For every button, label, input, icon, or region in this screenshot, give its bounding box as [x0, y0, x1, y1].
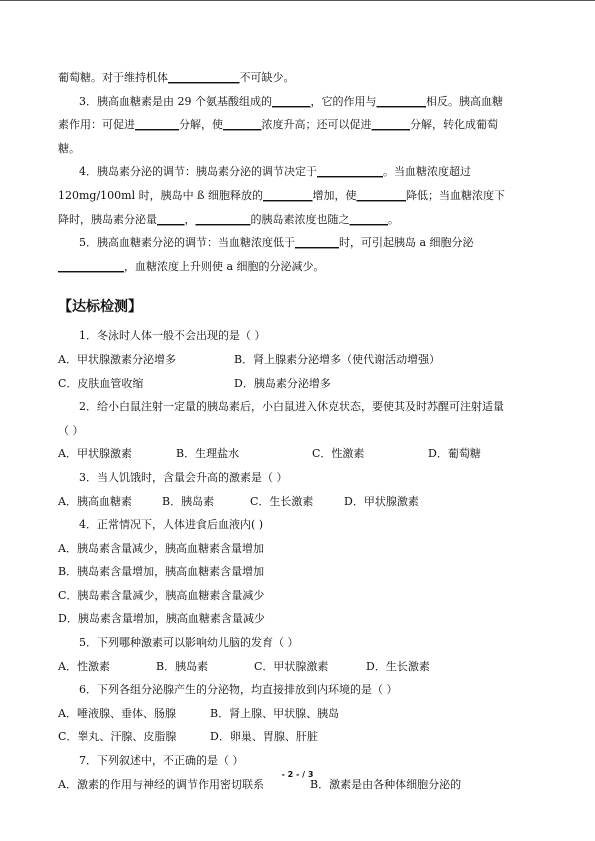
text: 浓度升高；还可以促进	[261, 118, 372, 132]
answer-option[interactable]: C．皮肤血管收缩	[58, 376, 144, 390]
text: 的胰岛素浓度也随之	[250, 212, 350, 226]
fill-line	[58, 90, 550, 114]
question-stem: 4．正常情况下，人体进食后血液内( )	[79, 518, 264, 532]
answer-option[interactable]: A．甲状腺激素分泌增多	[58, 352, 176, 366]
top-border-rule	[0, 0, 595, 1]
answer-option[interactable]: B．激素是由各种体细胞分泌的	[310, 777, 462, 791]
answer-blank[interactable]: ________	[135, 118, 179, 132]
answer-option[interactable]: B．肾上腺素分泌增多（使代谢活动增强）	[234, 352, 441, 366]
answer-option[interactable]: C．睾丸、汗腺、皮脂腺	[58, 730, 177, 744]
answer-blank[interactable]: _______	[223, 118, 262, 132]
answer-option[interactable]: C．胰岛素含量减少，胰高血糖素含量减少	[58, 588, 265, 602]
text: ，它的作用与	[310, 94, 377, 108]
text: 降低；当血糖浓度下	[405, 188, 505, 202]
text: 时，可引起胰岛 a 细胞分泌	[339, 236, 474, 250]
fill-line	[58, 160, 550, 184]
text: 相反。胰高血糖	[426, 94, 503, 108]
options-row	[58, 490, 550, 514]
text: 不可缺少。	[239, 71, 295, 84]
text: 糖。	[58, 141, 80, 155]
answer-option[interactable]: B．胰岛素	[156, 659, 209, 673]
text: 素作用：可促进	[58, 118, 135, 132]
question-stem: 6．下列各组分泌腺产生的分泌物，均直接排放到内环境的是（ ）	[79, 683, 398, 697]
answer-blank[interactable]: _________	[376, 94, 426, 108]
text: 分解，转化成葡萄	[410, 118, 498, 132]
text: 降时，胰岛素分泌量	[58, 212, 157, 226]
answer-blank[interactable]: __________	[195, 212, 251, 226]
answer-blank[interactable]: ____________	[58, 259, 124, 273]
question-stem: 3．当人饥饿时，含量会升高的激素是（ ）	[79, 470, 288, 484]
answer-blank[interactable]: _________	[356, 188, 406, 202]
text: 120mg/100ml 时，胰岛中 ß 细胞释放的	[58, 188, 263, 202]
answer-option[interactable]: B．胰岛素含量增加，胰高血糖素含量增加	[58, 565, 265, 579]
page-number: - 2 - / 3	[281, 770, 314, 779]
question-stem: 1．冬泳时人体一般不会出现的是（ ）	[79, 329, 266, 343]
options-row	[58, 702, 550, 726]
options-row	[58, 655, 550, 679]
answer-option[interactable]: A．胰岛素含量减少，胰高血糖素含量增加	[58, 541, 264, 555]
answer-option[interactable]: D．卵巢、胃腺、肝脏	[210, 730, 318, 744]
text: 分解，使	[179, 118, 223, 132]
answer-blank[interactable]: _______	[349, 212, 388, 226]
question-stem-continued: （ ）	[58, 423, 84, 437]
answer-option[interactable]: A．甲状腺激素	[58, 447, 132, 461]
fill-line	[58, 231, 550, 255]
answer-option[interactable]: A．性激素	[58, 659, 110, 673]
answer-option[interactable]: D．胰岛素分泌增多	[234, 376, 331, 390]
text: 5．胰高血糖素分泌的调节：当血糖浓度低于	[79, 236, 295, 250]
answer-blank[interactable]: ____________	[317, 165, 383, 179]
answer-blank[interactable]: _____	[157, 212, 185, 226]
answer-blank[interactable]: ________	[295, 236, 339, 250]
answer-option[interactable]: A．胰高血糖素	[58, 494, 132, 508]
fill-line	[58, 208, 550, 232]
answer-option[interactable]: D．甲状腺激素	[344, 494, 419, 508]
answer-option[interactable]: B．胰岛素	[162, 494, 215, 508]
text: 葡萄糖。对于维持机体	[58, 71, 168, 84]
fill-line	[58, 113, 550, 137]
answer-option[interactable]: D．胰岛素含量增加，胰高血糖素含量减少	[58, 612, 265, 626]
answer-option[interactable]: A．激素的作用与神经的调节作用密切联系	[58, 777, 264, 791]
fill-line	[58, 66, 550, 90]
question-stem: 2．给小白鼠注射一定量的胰岛素后，小白鼠进入休克状态，要使其及时苏醒可注射适量	[79, 400, 504, 414]
answer-option[interactable]: C．性激素	[312, 447, 365, 461]
answer-blank[interactable]: _____________	[168, 71, 240, 84]
text: ，	[184, 212, 196, 226]
answer-option[interactable]: D．葡萄糖	[428, 447, 481, 461]
text: ，血糖浓度上升则使 a 细胞的分泌减少。	[124, 259, 325, 273]
question-stem: 7．下列叙述中，不正确的是（ ）	[79, 754, 244, 768]
question-stem: 5．下列哪种激素可以影响幼儿脑的发育（ ）	[79, 636, 299, 650]
answer-option[interactable]: C．甲状腺激素	[254, 659, 329, 673]
text: 4．胰岛素分泌的调节：胰岛素分泌的调节决定于	[79, 165, 317, 179]
text: 3．胰高血糖素是由 29 个氨基酸组成的	[79, 94, 272, 108]
options-row	[58, 442, 550, 466]
fill-in-section	[58, 66, 550, 278]
options-row	[58, 348, 550, 372]
fill-line	[58, 184, 550, 208]
fill-line	[58, 137, 550, 161]
answer-option[interactable]: A．唾液腺、垂体、肠腺	[58, 706, 176, 720]
section-title: 【达标检测】	[58, 299, 142, 316]
answer-option[interactable]: B．肾上腺、甲状腺、胰岛	[210, 706, 340, 720]
answer-option[interactable]: C．生长激素	[250, 494, 314, 508]
answer-option[interactable]: B．生理盐水	[176, 447, 240, 461]
answer-option[interactable]: D．生长激素	[366, 659, 430, 673]
text: 增加，使	[312, 188, 357, 202]
fill-line	[58, 255, 550, 279]
options-row	[58, 372, 550, 396]
answer-blank[interactable]: _______	[272, 94, 311, 108]
text: 。	[388, 212, 399, 226]
answer-blank[interactable]: _________	[262, 188, 313, 202]
options-row	[58, 725, 550, 749]
text: 。当血糖浓度超过	[383, 165, 471, 179]
worksheet-page	[58, 66, 550, 796]
answer-blank[interactable]: _______	[371, 118, 410, 132]
